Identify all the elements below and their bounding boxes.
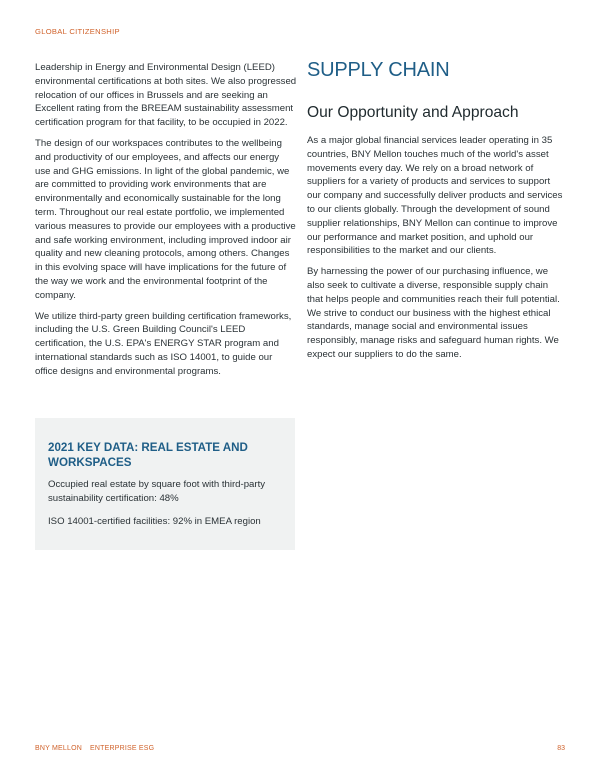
supply-chain-heading: SUPPLY CHAIN — [307, 59, 450, 81]
footer-report: ENTERPRISE ESG — [90, 745, 155, 752]
right-column — [307, 59, 563, 369]
footer-brand: BNY MELLON — [35, 745, 82, 752]
right-paragraph-2: By harnessing the power of our purchasing influence, we also seek to cultivate a diverse, responsible supply chain that helps people and communities reach their full potential. We strive to conduct our business with the highest ethical standards, manage social and environmental issues responsibly, manage risks and safeguard human rights. We expect our suppliers to do the same. — [307, 266, 560, 360]
left-paragraph-1: Leadership in Energy and Environmental Design (LEED) environmental certifications at both sites. We also progressed relocation of our offices in Brussels and are seeking an Excellent rating from the BREEAM sustainability assessment certification program for that facility, to be occupied in 2022. — [35, 62, 297, 129]
left-paragraph-3: We utilize third-party green building certification frameworks, including the U.S. Green Building Council's LEED certification, the U.S. EPA's ENERGY STAR program and international standards such as ISO 14001, to guide our office designs and environmental programs. — [35, 310, 292, 377]
page-number: 83 — [557, 745, 565, 752]
section-label: GLOBAL CITIZENSHIP — [35, 27, 120, 36]
left-paragraph-2: The design of our workspaces contributes to the wellbeing and productivity of our employees, and affects our energy use and GHG emissions. In light of the global pandemic, we are committed to providing work environments that are environmentally and economically sustainable for the long term. Throughout our real estate portfolio, we implemented various measures to provide our employees with a productive and safe working environment, including improved indoor air quality and new cleaning protocols, among others. Changes in this evolving space will have implications for the future of the way we work and the environmental footprint of the company. — [35, 137, 296, 301]
key-data-item-2: ISO 14001-certified facilities: 92% in EMEA region — [48, 516, 261, 528]
opportunity-subheading: Our Opportunity and Approach — [307, 104, 519, 121]
left-column — [35, 61, 297, 386]
footer-left — [35, 745, 154, 752]
right-paragraph-1: As a major global financial services leader operating in 35 countries, BNY Mellon touches much of the world's asset movements every day. We rely on a broad network of suppliers for a variety of products and services to support our company and successfully deliver products and services to our clients globally. Through the development of sound supplier relationships, BNY Mellon can continue to improve our performance and market position, and uphold our responsibilities to the market and our clients. — [307, 135, 563, 257]
key-data-title: 2021 KEY DATA: REAL ESTATE AND WORKSPACES — [48, 441, 248, 469]
key-data-box — [35, 418, 295, 550]
key-data-item-1: Occupied real estate by square foot with third-party sustainability certification: 48% — [48, 479, 266, 504]
